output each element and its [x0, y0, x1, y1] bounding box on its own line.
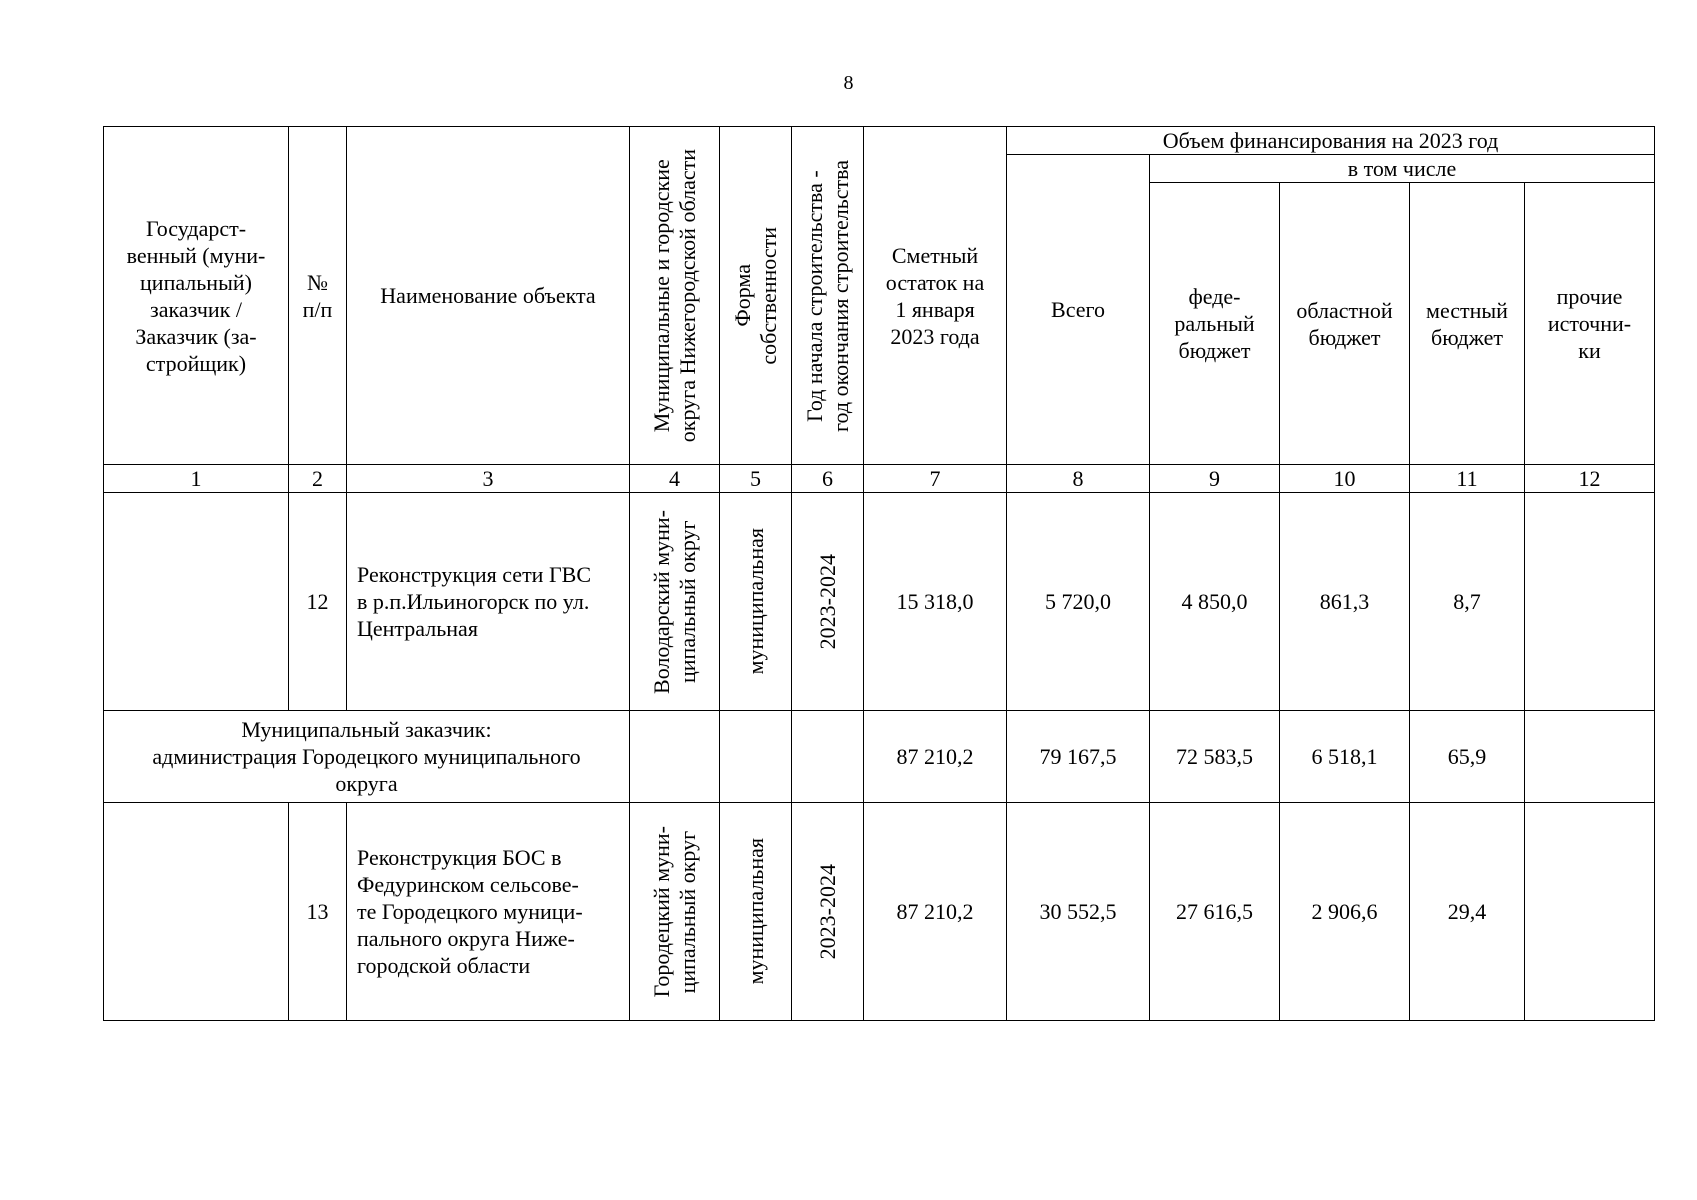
row-regional: 2 906,6	[1280, 803, 1410, 1021]
header-balance: Сметный остаток на 1 января 2023 года	[864, 127, 1007, 465]
header-local: местный бюджет	[1410, 183, 1525, 465]
row-other	[1525, 493, 1655, 711]
column-number: 4	[630, 465, 720, 493]
header-district: Муниципальные и городские округа Нижегородской области	[630, 127, 720, 465]
row-federal: 4 850,0	[1150, 493, 1280, 711]
column-number: 2	[289, 465, 347, 493]
column-number: 8	[1007, 465, 1150, 493]
row-years: 2023-2024	[792, 803, 864, 1021]
row-other	[1525, 711, 1655, 803]
row-ownership: муниципальная	[720, 493, 792, 711]
header-funding-group: Объем финансирования на 2023 год	[1007, 127, 1655, 155]
header-including: в том числе	[1150, 155, 1655, 183]
row-district: Володарский муни- ципальный округ	[630, 493, 720, 711]
header-federal: феде- ральный бюджет	[1150, 183, 1280, 465]
row-local: 65,9	[1410, 711, 1525, 803]
page-number: 8	[843, 72, 854, 94]
row-ownership	[720, 711, 792, 803]
funding-table	[103, 126, 1655, 1021]
row-regional: 861,3	[1280, 493, 1410, 711]
header-ownership: Форма собственности	[720, 127, 792, 465]
row-district: Городецкий муни- ципальный округ	[630, 803, 720, 1021]
row-balance: 87 210,2	[864, 803, 1007, 1021]
row-total: 30 552,5	[1007, 803, 1150, 1021]
row-total: 79 167,5	[1007, 711, 1150, 803]
header-total: Всего	[1007, 155, 1150, 465]
row-other	[1525, 803, 1655, 1021]
row-federal: 72 583,5	[1150, 711, 1280, 803]
row-ownership: муниципальная	[720, 803, 792, 1021]
row-local: 8,7	[1410, 493, 1525, 711]
header-customer: Государст- венный (муни- ципальный) заказчик / Заказчик (за- стройщик)	[104, 127, 289, 465]
row-number: 13	[289, 803, 347, 1021]
row-object-name: Реконструкция сети ГВС в р.п.Ильиногорск по ул. Центральная	[347, 493, 630, 711]
column-number: 1	[104, 465, 289, 493]
column-number: 12	[1525, 465, 1655, 493]
column-number: 5	[720, 465, 792, 493]
column-number: 6	[792, 465, 864, 493]
row-object-name: Реконструкция БОС в Федуринском сельсове- те Городецкого муници- пального округа Ниже- городской области	[347, 803, 630, 1021]
row-balance: 15 318,0	[864, 493, 1007, 711]
header-number: № п/п	[289, 127, 347, 465]
row-local: 29,4	[1410, 803, 1525, 1021]
row-federal: 27 616,5	[1150, 803, 1280, 1021]
column-number: 11	[1410, 465, 1525, 493]
table-row	[104, 803, 1655, 1021]
column-number: 7	[864, 465, 1007, 493]
row-customer	[104, 803, 289, 1021]
row-district	[630, 711, 720, 803]
column-number: 3	[347, 465, 630, 493]
header-object-name: Наименование объекта	[347, 127, 630, 465]
row-years	[792, 711, 864, 803]
table-row	[104, 493, 1655, 711]
row-number: 12	[289, 493, 347, 711]
header-regional: областной бюджет	[1280, 183, 1410, 465]
column-number: 10	[1280, 465, 1410, 493]
header-years: Год начала строительства - год окончания строительства	[792, 127, 864, 465]
row-customer	[104, 493, 289, 711]
row-balance: 87 210,2	[864, 711, 1007, 803]
column-numbers-row	[104, 465, 1655, 493]
summary-row	[104, 711, 1655, 803]
row-years: 2023-2024	[792, 493, 864, 711]
column-number: 9	[1150, 465, 1280, 493]
header-other: прочие источни- ки	[1525, 183, 1655, 465]
row-regional: 6 518,1	[1280, 711, 1410, 803]
row-customer-summary: Муниципальный заказчик: администрация Городецкого муниципального округа	[104, 711, 630, 803]
row-total: 5 720,0	[1007, 493, 1150, 711]
